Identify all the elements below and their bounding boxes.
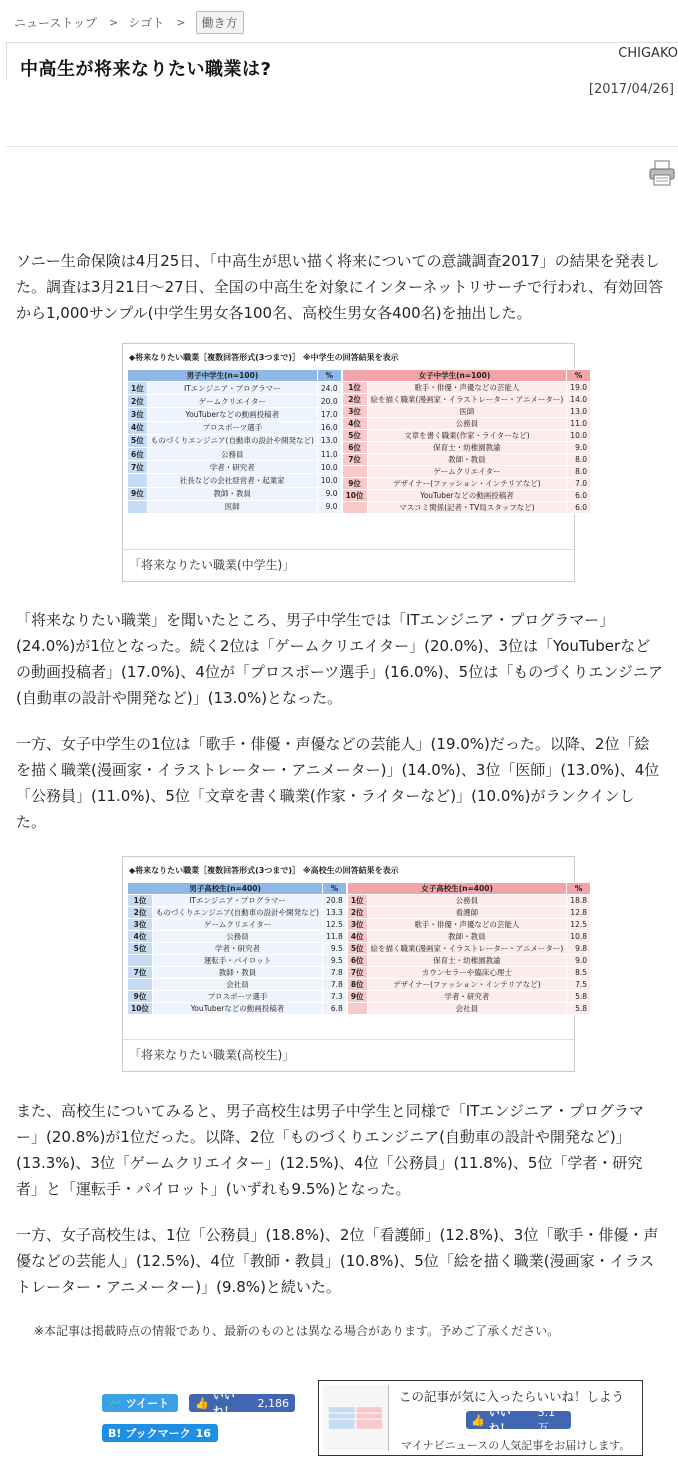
- rank-cell: 2位: [128, 395, 148, 408]
- job-cell: デザイナー(ファッション・インテリアなど): [367, 478, 567, 490]
- rank-cell: 2位: [128, 907, 153, 919]
- job-cell: カウンセラーや臨床心理士: [367, 967, 567, 979]
- divider: [6, 146, 678, 147]
- job-cell: ITエンジニア・プログラマー: [152, 895, 322, 907]
- article-paragraph: ソニー生命保険は4月25日、「中高生が思い描く将来についての意識調査2017」の結果を発表した。調査は3月21日～27日、全国の中高生を対象にインターネットリサーチで行われ、有効回答から1,000サンプル(中学生男女各100名、高校生男女各400名)を抽出した。: [16, 252, 663, 322]
- job-cell: 教師・教員: [147, 487, 317, 500]
- rank-cell: 9位: [342, 478, 367, 490]
- table-row: [128, 421, 342, 434]
- rank-cell: 1位: [347, 895, 367, 907]
- hatena-label: ブックマーク: [125, 1427, 191, 1440]
- promo-subtext: マイナビニュースの人気記事をお届けします。: [401, 1439, 631, 1452]
- facebook-promo-box: [318, 1380, 643, 1456]
- like-count: 5.1万: [537, 1405, 556, 1434]
- job-cell: 学者・研究者: [367, 991, 567, 1003]
- article-paragraph: 一方、女子中学生の1位は「歌手・俳優・声優などの芸能人」(19.0%)だった。以降、2位「絵を描く職業(漫画家・イラストレーター・アニメーター)」(14.0%)、3位「医師」(13.0%)、4位「公務員」(11.0%)、5位「文章を書く職業(作家・ライターなど)」(10.0%)がランクインした。: [16, 735, 660, 831]
- table-row: [342, 478, 590, 490]
- job-cell: YouTuberなどの動画投稿者: [147, 408, 317, 421]
- percent-cell: 12.8: [567, 907, 591, 919]
- job-cell: デザイナー(ファッション・インテリアなど): [367, 979, 567, 991]
- rank-cell: 10位: [128, 1003, 153, 1015]
- rank-cell: [342, 466, 367, 478]
- disclaimer-notice: ※本記事は掲載時点の情報であり、最新のものとは異なる場合があります。予めご了承ください。: [34, 1324, 560, 1338]
- job-cell: YouTuberなどの動画投稿者: [152, 1003, 322, 1015]
- table-row: [128, 967, 347, 979]
- table-row: [128, 434, 342, 447]
- job-cell: ものづくりエンジニア(自動車の設計や開発など): [152, 907, 322, 919]
- job-cell: 歌手・俳優・声優などの芸能人: [367, 382, 567, 394]
- job-cell: ものづくりエンジニア(自動車の設計や開発など): [147, 434, 317, 447]
- rank-cell: 2位: [347, 907, 367, 919]
- percent-cell: 9.5: [323, 955, 347, 967]
- job-cell: 保育士・幼稚園教諭: [367, 955, 567, 967]
- rank-cell: 8位: [347, 979, 367, 991]
- rank-cell: 5位: [128, 943, 153, 955]
- table-row: [128, 1003, 347, 1015]
- table-row: [347, 979, 590, 991]
- job-cell: 会社員: [367, 1003, 567, 1015]
- percent-header: %: [317, 370, 341, 382]
- percent-cell: 5.8: [567, 991, 591, 1003]
- percent-cell: 13.3: [323, 907, 347, 919]
- hatena-bookmark-button[interactable]: [102, 1424, 218, 1442]
- job-cell: マスコミ関係(記者・TV局スタッフなど): [367, 502, 567, 514]
- table-row: [128, 991, 347, 1003]
- breadcrumb: [14, 10, 244, 34]
- rank-cell: 9位: [128, 991, 153, 1003]
- percent-cell: 7.8: [323, 979, 347, 991]
- table-row: [347, 955, 590, 967]
- rank-cell: 5位: [128, 434, 148, 447]
- percent-cell: 16.0: [317, 421, 341, 434]
- table-row: [342, 466, 590, 478]
- table-row: [347, 895, 590, 907]
- rank-cell: 4位: [342, 418, 367, 430]
- job-cell: 保育士・幼稚園教諭: [367, 442, 567, 454]
- rank-cell: 10位: [342, 490, 367, 502]
- job-cell: 看護師: [367, 907, 567, 919]
- rank-cell: 7位: [342, 454, 367, 466]
- boys-ranking-table: [127, 369, 342, 514]
- table-row: [342, 430, 590, 442]
- percent-header: %: [567, 883, 591, 895]
- table-header: 男子高校生(n=400): [128, 883, 323, 895]
- job-cell: 社長などの会社経営者・起業家: [147, 474, 317, 487]
- job-cell: ゲームクリエイター: [147, 395, 317, 408]
- rank-cell: 2位: [342, 394, 367, 406]
- percent-cell: 17.0: [317, 408, 341, 421]
- breadcrumb-current[interactable]: 働き方: [196, 11, 244, 34]
- percent-cell: 9.8: [567, 943, 591, 955]
- percent-cell: 18.8: [567, 895, 591, 907]
- percent-header: %: [567, 370, 591, 382]
- job-cell: 学者・研究者: [152, 943, 322, 955]
- table-row: [128, 461, 342, 474]
- rank-cell: [342, 502, 367, 514]
- table-header: 女子高校生(n=400): [347, 883, 566, 895]
- rank-cell: 5位: [347, 943, 367, 955]
- job-cell: 歌手・俳優・声優などの芸能人: [367, 919, 567, 931]
- thumbs-up-icon: 👍: [195, 1396, 209, 1410]
- rank-cell: 3位: [128, 408, 148, 421]
- promo-text: この記事が気に入ったらいいね！しよう: [399, 1389, 625, 1404]
- author-name[interactable]: CHIGAKO: [618, 46, 678, 61]
- rank-cell: 9位: [128, 487, 148, 500]
- job-cell: 公務員: [367, 418, 567, 430]
- rank-cell: 4位: [128, 421, 148, 434]
- rank-cell: 1位: [342, 382, 367, 394]
- hatena-count: 16: [195, 1426, 211, 1440]
- figure-caption: 「将来なりたい職業(中学生)」: [123, 549, 574, 581]
- percent-cell: 9.5: [323, 943, 347, 955]
- figure-heading: ◆将来なりたい職業［複数回答形式(3つまで)］ ※高校生の回答結果を表示: [129, 866, 399, 875]
- article-paragraph: 「将来なりたい職業」を聞いたところ、男子中学生では「ITエンジニア・プログラマー」(24.0%)が1位となった。続く2位は「ゲームクリエイター」(20.0%)、3位は「YouTuberなどの動画投稿者」(17.0%)、4位が「プロスポーツ選手」(16.0%)、5位は「ものづくりエンジニア(自動車の設計や開発など)」(13.0%)となった。: [16, 611, 663, 707]
- percent-cell: 19.0: [567, 382, 591, 394]
- table-row: [342, 382, 590, 394]
- rank-cell: 4位: [128, 931, 153, 943]
- percent-cell: 11.8: [323, 931, 347, 943]
- job-cell: プロスポーツ選手: [152, 991, 322, 1003]
- percent-cell: 5.8: [567, 1003, 591, 1015]
- table-row: [342, 406, 590, 418]
- percent-cell: 6.8: [323, 1003, 347, 1015]
- percent-cell: 10.8: [567, 931, 591, 943]
- rank-cell: [128, 474, 148, 487]
- rank-cell: 6位: [347, 955, 367, 967]
- twitter-bird-icon: 🐦: [108, 1396, 122, 1410]
- job-cell: プロスポーツ選手: [147, 421, 317, 434]
- table-row: [347, 967, 590, 979]
- like-label: いいね！: [212, 1389, 235, 1418]
- table-row: [128, 447, 342, 460]
- percent-cell: 13.0: [317, 434, 341, 447]
- rank-cell: 1位: [128, 382, 148, 395]
- job-cell: 医師: [147, 500, 317, 513]
- percent-cell: 10.0: [317, 461, 341, 474]
- table-row: [347, 991, 590, 1003]
- job-cell: 医師: [367, 406, 567, 418]
- job-cell: 教師・教員: [367, 454, 567, 466]
- percent-cell: 20.8: [323, 895, 347, 907]
- percent-cell: 9.0: [317, 500, 341, 513]
- thumbs-up-icon: 👍: [471, 1413, 485, 1427]
- page-title: 中高生が将来なりたい職業は?: [20, 59, 272, 80]
- figure-high-school: [122, 856, 587, 1072]
- table-row: [128, 907, 347, 919]
- job-cell: 会社員: [152, 979, 322, 991]
- article-thumbnail[interactable]: [323, 1385, 389, 1451]
- girls-ranking-table: [342, 369, 591, 514]
- percent-cell: 9.0: [567, 442, 591, 454]
- article-paragraph: また、高校生についてみると、男子高校生は男子中学生と同様で「ITエンジニア・プログラマー」(20.8%)が1位だった。以降、2位「ものづくりエンジニア(自動車の設計や開発など)」(13.3%)、3位「ゲームクリエイター」(12.5%)、4位「公務員」(11.8%)、5位「学者・研究者」と「運転手・パイロット」(いずれも9.5%)となった。: [16, 1102, 644, 1198]
- percent-cell: 10.0: [567, 430, 591, 442]
- table-row: [342, 502, 590, 514]
- rank-cell: 3位: [347, 919, 367, 931]
- job-cell: ゲームクリエイター: [367, 466, 567, 478]
- percent-header: %: [323, 883, 347, 895]
- boys-ranking-table: [127, 882, 347, 1015]
- rank-cell: 7位: [128, 967, 153, 979]
- table-row: [128, 474, 342, 487]
- percent-cell: 6.0: [567, 502, 591, 514]
- job-cell: 公務員: [147, 447, 317, 460]
- rank-cell: 5位: [342, 430, 367, 442]
- article-header: [6, 42, 678, 81]
- breadcrumb-news-top[interactable]: ニューストップ: [14, 15, 98, 30]
- percent-cell: 7.5: [567, 979, 591, 991]
- breadcrumb-separator: >: [176, 15, 186, 29]
- percent-cell: 8.0: [567, 466, 591, 478]
- job-cell: YouTuberなどの動画投稿者: [367, 490, 567, 502]
- like-label: いいね！: [488, 1406, 511, 1435]
- table-row: [128, 955, 347, 967]
- breadcrumb-shigoto[interactable]: シゴト: [128, 15, 165, 30]
- table-header: 女子中学生(n=100): [342, 370, 567, 382]
- percent-cell: 8.5: [567, 967, 591, 979]
- rank-cell: 1位: [128, 895, 153, 907]
- figure-junior-high: [122, 343, 587, 582]
- table-row: [128, 408, 342, 421]
- table-header: 男子中学生(n=100): [128, 370, 318, 382]
- rank-cell: 4位: [347, 931, 367, 943]
- rank-cell: [347, 1003, 367, 1015]
- rank-cell: [128, 955, 153, 967]
- rank-cell: 7位: [128, 461, 148, 474]
- table-row: [128, 895, 347, 907]
- table-row: [347, 943, 590, 955]
- percent-cell: 12.5: [567, 919, 591, 931]
- table-row: [342, 418, 590, 430]
- job-cell: ゲームクリエイター: [152, 919, 322, 931]
- facebook-like-button[interactable]: [466, 1405, 571, 1435]
- article-paragraph: 一方、女子高校生は、1位「公務員」(18.8%)、2位「看護師」(12.8%)、3位「歌手・俳優・声優などの芸能人」(12.5%)、4位「教師・教員」(10.8%)、5位「絵を描く職業(漫画家・イラストレーター・アニメーター)」(9.8%)と続いた。: [16, 1226, 659, 1296]
- hatena-bookmark-icon: B!: [108, 1426, 122, 1440]
- rank-cell: 6位: [128, 447, 148, 460]
- table-row: [342, 490, 590, 502]
- percent-cell: 20.0: [317, 395, 341, 408]
- percent-cell: 7.8: [323, 967, 347, 979]
- table-row: [128, 943, 347, 955]
- percent-cell: 14.0: [567, 394, 591, 406]
- job-cell: 教師・教員: [367, 931, 567, 943]
- percent-cell: 6.0: [567, 490, 591, 502]
- job-cell: 教師・教員: [152, 967, 322, 979]
- tweet-button[interactable]: [102, 1394, 178, 1412]
- rank-cell: [128, 979, 153, 991]
- table-row: [342, 394, 590, 406]
- job-cell: ITエンジニア・プログラマー: [147, 382, 317, 395]
- job-cell: 文章を書く職業(作家・ライターなど): [367, 430, 567, 442]
- percent-cell: 9.0: [567, 955, 591, 967]
- percent-cell: 13.0: [567, 406, 591, 418]
- figure-heading: ◆将来なりたい職業［複数回答形式(3つまで)］ ※中学生の回答結果を表示: [129, 353, 399, 362]
- breadcrumb-separator: >: [109, 15, 119, 29]
- facebook-like-button[interactable]: [189, 1389, 295, 1418]
- table-row: [347, 1003, 590, 1015]
- percent-cell: 9.0: [317, 487, 341, 500]
- job-cell: 運転手・パイロット: [152, 955, 322, 967]
- tweet-label: ツイート: [125, 1397, 170, 1410]
- table-row: [347, 919, 590, 931]
- girls-ranking-table: [347, 882, 591, 1015]
- job-cell: 公務員: [152, 931, 322, 943]
- job-cell: 絵を描く職業(漫画家・イラストレーター・アニメーター): [367, 394, 567, 406]
- job-cell: 絵を描く職業(漫画家・イラストレーター・アニメーター): [367, 943, 567, 955]
- percent-cell: 10.0: [317, 474, 341, 487]
- rank-cell: 3位: [128, 919, 153, 931]
- table-row: [128, 382, 342, 395]
- table-row: [128, 931, 347, 943]
- table-row: [128, 919, 347, 931]
- job-cell: 公務員: [367, 895, 567, 907]
- percent-cell: 12.5: [323, 919, 347, 931]
- rank-cell: 7位: [347, 967, 367, 979]
- publish-date: [2017/04/26]: [588, 82, 674, 97]
- percent-cell: 11.0: [567, 418, 591, 430]
- job-cell: 学者・研究者: [147, 461, 317, 474]
- percent-cell: 7.0: [567, 478, 591, 490]
- table-row: [128, 487, 342, 500]
- table-row: [128, 395, 342, 408]
- figure-image: [123, 344, 587, 549]
- rank-cell: [128, 500, 148, 513]
- table-row: [128, 500, 342, 513]
- table-row: [342, 454, 590, 466]
- figure-caption: 「将来なりたい職業(高校生)」: [123, 1039, 574, 1071]
- printer-icon[interactable]: [648, 160, 676, 186]
- percent-cell: 7.3: [323, 991, 347, 1003]
- rank-cell: 3位: [342, 406, 367, 418]
- percent-cell: 11.0: [317, 447, 341, 460]
- percent-cell: 24.0: [317, 382, 341, 395]
- rank-cell: 6位: [342, 442, 367, 454]
- table-row: [347, 907, 590, 919]
- percent-cell: 8.0: [567, 454, 591, 466]
- figure-image: [123, 857, 587, 1039]
- rank-cell: 9位: [347, 991, 367, 1003]
- table-row: [342, 442, 590, 454]
- table-row: [347, 931, 590, 943]
- table-row: [128, 979, 347, 991]
- like-count: 2,186: [257, 1396, 289, 1410]
